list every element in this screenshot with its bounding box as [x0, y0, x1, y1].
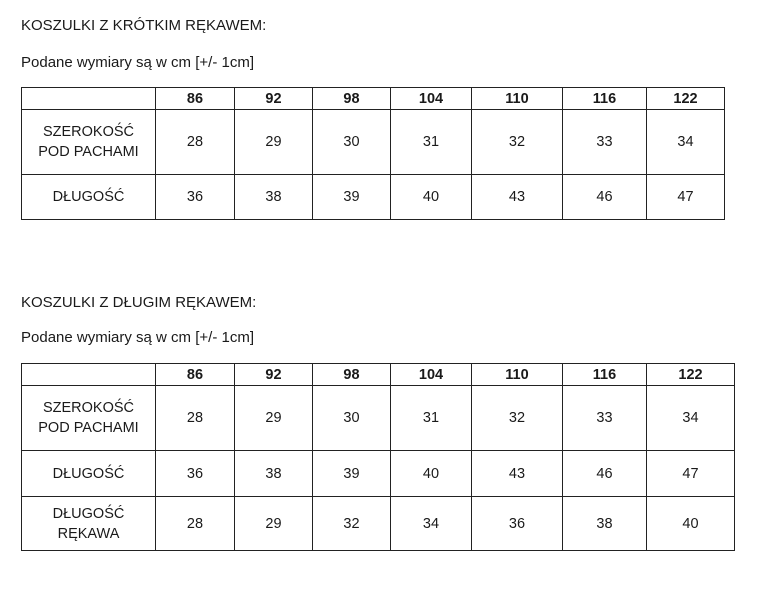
size-header: 98 [313, 88, 391, 110]
row-label-line: SZEROKOŚĆ [42, 124, 135, 140]
size-header: 122 [647, 364, 735, 386]
value-cell: 34 [647, 386, 735, 451]
size-table-long-sleeve [21, 363, 735, 551]
value-cell: 36 [472, 497, 563, 551]
size-header: 98 [313, 364, 391, 386]
value-cell: 40 [647, 497, 735, 551]
value-cell: 29 [235, 497, 313, 551]
row-label-line: POD PACHAMI [38, 144, 139, 160]
value-cell: 39 [313, 175, 391, 220]
row-label [22, 451, 156, 497]
value-cell: 29 [235, 110, 313, 175]
row-label-line: SZEROKOŚĆ [42, 400, 135, 416]
size-header: 110 [472, 88, 563, 110]
row-label [22, 175, 156, 220]
value-cell: 38 [563, 497, 647, 551]
value-cell: 28 [156, 497, 235, 551]
row-label-line: DŁUGOŚĆ [52, 505, 125, 522]
value-cell: 32 [313, 497, 391, 551]
row-label-line: DŁUGOŚĆ [52, 189, 125, 205]
value-cell: 43 [472, 175, 563, 220]
corner-cell [22, 88, 156, 110]
row-label [22, 497, 156, 551]
value-cell: 30 [313, 386, 391, 451]
value-cell: 43 [472, 451, 563, 497]
value-cell: 33 [563, 386, 647, 451]
size-header: 104 [391, 364, 472, 386]
value-cell: 40 [391, 451, 472, 497]
value-cell: 32 [472, 386, 563, 451]
row-label [22, 110, 156, 175]
size-header: 110 [472, 364, 563, 386]
value-cell: 34 [391, 497, 472, 551]
value-cell: 46 [563, 451, 647, 497]
value-cell: 30 [313, 110, 391, 175]
size-header: 104 [391, 88, 472, 110]
header-row [22, 88, 725, 110]
value-cell: 31 [391, 386, 472, 451]
size-table-short-sleeve [21, 87, 725, 220]
value-cell: 38 [235, 451, 313, 497]
table-row [22, 386, 735, 451]
section2-title: KOSZULKI Z DŁUGIM RĘKAWEM: [21, 294, 257, 311]
row-label-line: DŁUGOŚĆ [52, 465, 125, 482]
size-header: 116 [563, 88, 647, 110]
table-row [22, 451, 735, 497]
size-header: 86 [156, 88, 235, 110]
value-cell: 40 [391, 175, 472, 220]
header-row [22, 364, 735, 386]
value-cell: 28 [156, 110, 235, 175]
table-row [22, 497, 735, 551]
section2-note: Podane wymiary są w cm [+/- 1cm] [21, 329, 254, 346]
size-header: 122 [647, 88, 725, 110]
section1-note: Podane wymiary są w cm [+/- 1cm] [21, 54, 254, 71]
value-cell: 46 [563, 175, 647, 220]
size-header: 86 [156, 364, 235, 386]
value-cell: 39 [313, 451, 391, 497]
value-cell: 31 [391, 110, 472, 175]
value-cell: 33 [563, 110, 647, 175]
value-cell: 36 [156, 175, 235, 220]
value-cell: 36 [156, 451, 235, 497]
value-cell: 32 [472, 110, 563, 175]
value-cell: 34 [647, 110, 725, 175]
section1-title: KOSZULKI Z KRÓTKIM RĘKAWEM: [21, 17, 267, 34]
table-row [22, 110, 725, 175]
size-header: 92 [235, 364, 313, 386]
size-header: 92 [235, 88, 313, 110]
size-header: 116 [563, 364, 647, 386]
corner-cell [22, 364, 156, 386]
table-row [22, 175, 725, 220]
value-cell: 28 [156, 386, 235, 451]
row-label-line: RĘKAWA [57, 525, 120, 542]
value-cell: 38 [235, 175, 313, 220]
row-label [22, 386, 156, 451]
row-label-line: POD PACHAMI [38, 420, 139, 436]
value-cell: 47 [647, 175, 725, 220]
value-cell: 47 [647, 451, 735, 497]
value-cell: 29 [235, 386, 313, 451]
